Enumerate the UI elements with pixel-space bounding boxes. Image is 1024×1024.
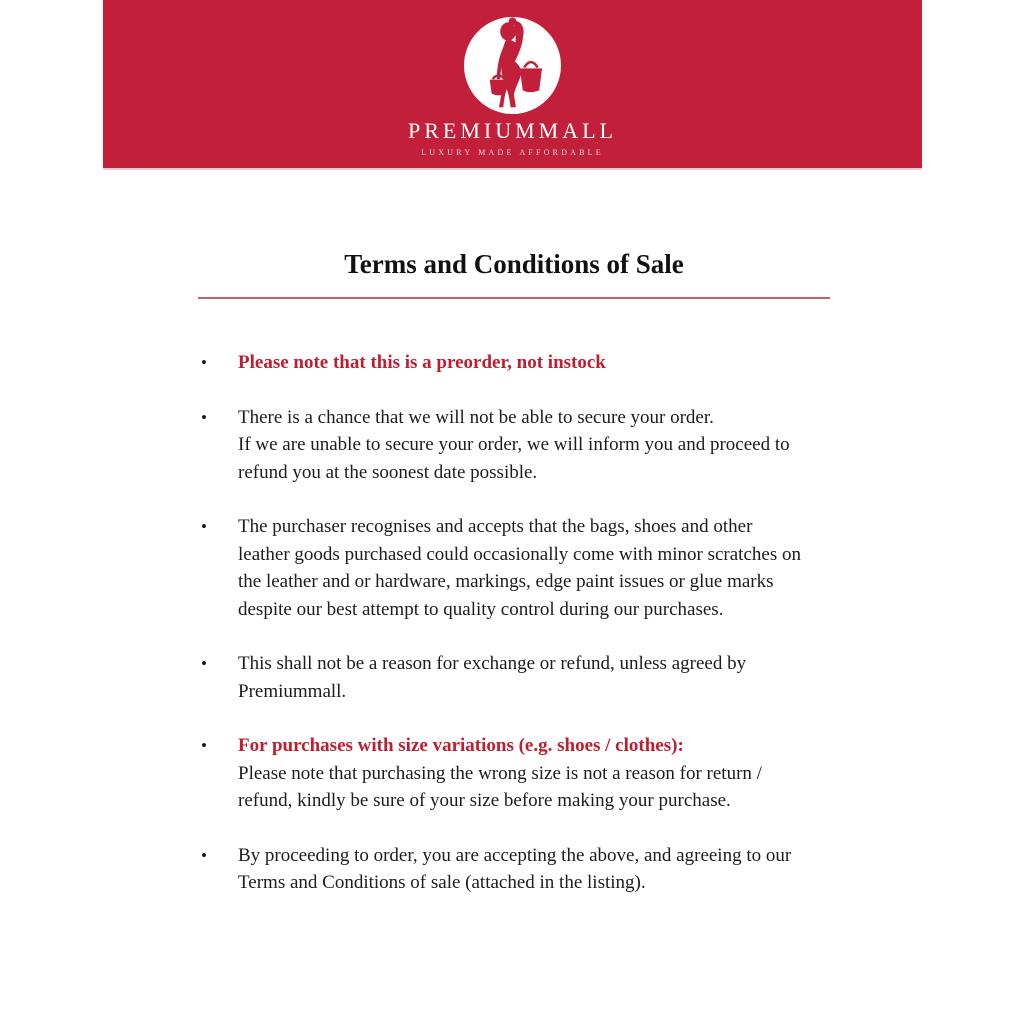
- document-body: [198, 249, 830, 897]
- term-line: leather goods purchased could occasionally come with minor scratches on: [238, 543, 801, 565]
- bullet-dot-icon: •: [201, 407, 207, 427]
- brand-name: PREMIUMMALL: [407, 118, 617, 143]
- term-text: [238, 650, 830, 705]
- term-line: By proceeding to order, you are accepting the above, and agreeing to our: [238, 844, 792, 866]
- term-item: [198, 349, 830, 377]
- term-line: Premiummall.: [238, 680, 347, 702]
- term-line: Please note that purchasing the wrong size is not a reason for return /: [238, 762, 762, 784]
- term-line: This shall not be a reason for exchange or refund, unless agreed by: [238, 653, 747, 674]
- term-line: despite our best attempt to quality control during our purchases.: [238, 598, 724, 620]
- woman-shopper-silhouette-icon: [464, 17, 561, 114]
- bullet-dot-icon: •: [201, 736, 207, 755]
- term-text: [238, 349, 830, 377]
- brand-tagline: LUXURY MADE AFFORDABLE: [421, 148, 604, 157]
- term-item: [198, 842, 830, 897]
- term-line: refund you at the soonest date possible.: [238, 461, 538, 483]
- term-line: Please note that this is a preorder, not instock: [238, 352, 606, 373]
- term-item: [198, 650, 830, 705]
- term-line: If we are unable to secure your order, we will inform you and proceed to: [238, 434, 790, 455]
- brand-logo: [464, 17, 561, 114]
- term-line: For purchases with size variations (e.g. shoes / clothes):: [238, 735, 684, 756]
- bullet-dot-icon: •: [201, 353, 207, 372]
- terms-list: [198, 349, 830, 897]
- term-line: the leather and or hardware, markings, edge paint issues or glue marks: [238, 571, 774, 592]
- term-text: [238, 513, 830, 623]
- term-line: There is a chance that we will not be able to secure your order.: [238, 406, 714, 428]
- bullet-dot-icon: •: [201, 517, 207, 536]
- brand-banner: [103, 0, 922, 170]
- term-item: [198, 732, 830, 815]
- term-line: Terms and Conditions of sale (attached in the listing).: [238, 872, 646, 893]
- title-divider: [198, 297, 830, 299]
- term-text: [238, 732, 830, 815]
- bullet-dot-icon: •: [201, 654, 207, 673]
- page-title: Terms and Conditions of Sale: [344, 249, 684, 279]
- bullet-dot-icon: •: [201, 845, 207, 865]
- term-line: refund, kindly be sure of your size before making your purchase.: [238, 790, 731, 811]
- term-line: The purchaser recognises and accepts that the bags, shoes and other: [238, 516, 753, 537]
- term-item: [198, 404, 830, 487]
- term-item: [198, 513, 830, 623]
- term-text: [238, 404, 830, 487]
- term-text: [238, 842, 830, 897]
